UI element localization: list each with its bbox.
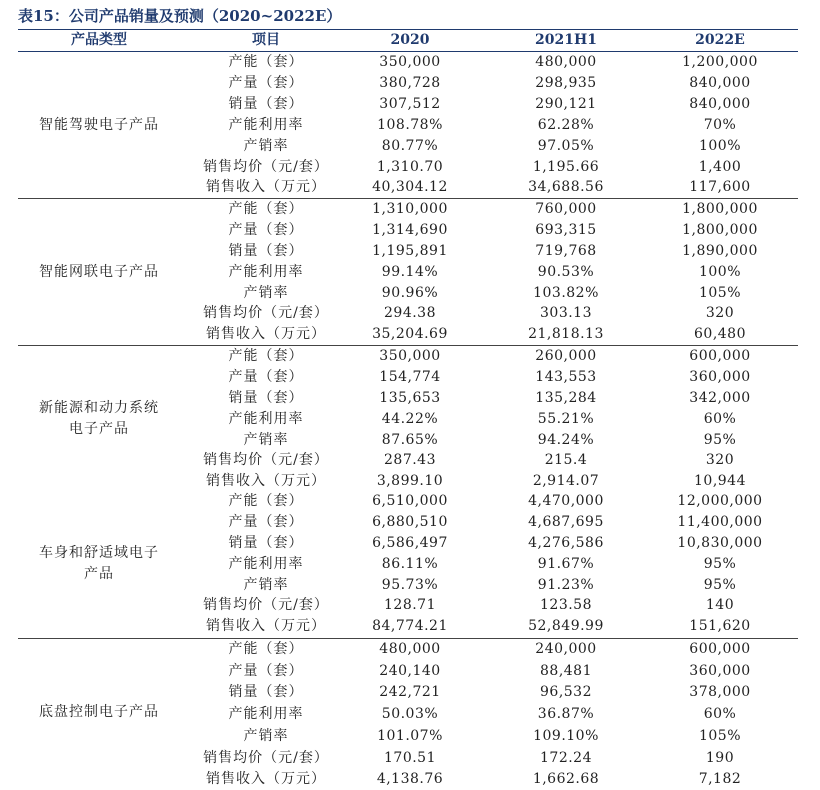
value-2020-cell: 99.14% <box>381 264 439 280</box>
value-2022e-cell: 320 <box>705 452 735 468</box>
value-2020-cell: 90.96% <box>381 285 439 301</box>
item-cell: 产销率 <box>243 285 289 301</box>
item-cell: 产能利用率 <box>228 706 304 722</box>
value-2020-cell: 1,314,690 <box>372 222 448 238</box>
value-2020-cell: 108.78% <box>377 117 443 133</box>
table-row <box>18 491 798 512</box>
value-2021h1-cell: 260,000 <box>535 348 597 364</box>
item-cell: 销售均价（元/套） <box>203 305 329 321</box>
table-row <box>18 157 798 178</box>
table-row <box>18 94 798 115</box>
table-row <box>18 136 798 157</box>
table-row <box>18 346 798 367</box>
value-2020-cell: 480,000 <box>379 641 441 657</box>
item-cell: 产销率 <box>243 577 289 593</box>
value-2020-cell: 4,138.76 <box>376 771 444 787</box>
group-intelligent-driving <box>18 52 798 198</box>
group-new-energy-powertrain <box>18 345 798 492</box>
value-2022e-cell: 60% <box>703 706 737 722</box>
value-2020-cell: 240,140 <box>379 663 441 679</box>
header-category: 产品类型 <box>71 32 127 48</box>
value-2022e-cell: 1,800,000 <box>682 201 758 217</box>
header-2020: 2020 <box>390 32 430 48</box>
value-2020-cell: 6,880,510 <box>372 514 448 530</box>
value-2022e-cell: 342,000 <box>689 390 751 406</box>
item-cell: 销量（套） <box>228 96 304 112</box>
item-cell: 产量（套） <box>228 369 304 385</box>
value-2020-cell: 40,304.12 <box>372 179 448 195</box>
value-2021h1-cell: 21,818.13 <box>528 326 604 342</box>
value-2022e-cell: 360,000 <box>689 663 751 679</box>
table-row <box>18 748 798 769</box>
value-2020-cell: 87.65% <box>381 432 439 448</box>
item-cell: 产能利用率 <box>228 556 304 572</box>
item-cell: 产销率 <box>243 728 289 744</box>
table-row <box>18 177 798 198</box>
value-2021h1-cell: 290,121 <box>535 96 597 112</box>
item-cell: 产量（套） <box>228 663 304 679</box>
group-intelligent-connectivity <box>18 198 798 345</box>
value-2020-cell: 1,310,000 <box>372 201 448 217</box>
value-2021h1-cell: 96,532 <box>540 684 592 700</box>
table-row <box>18 704 798 725</box>
value-2020-cell: 287.43 <box>384 452 436 468</box>
value-2021h1-cell: 143,553 <box>535 369 597 385</box>
category-text: 智能网联电子产品 <box>39 263 159 280</box>
table-row <box>18 430 798 451</box>
value-2021h1-cell: 97.05% <box>537 138 595 154</box>
table-row <box>18 73 798 94</box>
value-2022e-cell: 117,600 <box>689 179 751 195</box>
value-2020-cell: 242,721 <box>379 684 441 700</box>
table-row <box>18 115 798 136</box>
value-2022e-cell: 12,000,000 <box>677 493 763 509</box>
value-2022e-cell: 95% <box>703 577 737 593</box>
value-2020-cell: 80.77% <box>381 138 439 154</box>
item-cell: 销售收入（万元） <box>206 771 326 787</box>
value-2021h1-cell: 298,935 <box>535 75 597 91</box>
value-2022e-cell: 7,182 <box>698 771 742 787</box>
table-title: 表15：公司产品销量及预测（2020~2022E） <box>18 7 342 25</box>
value-2022e-cell: 600,000 <box>689 641 751 657</box>
value-2020-cell: 6,586,497 <box>372 535 448 551</box>
table-row <box>18 682 798 703</box>
value-2022e-cell: 1,890,000 <box>682 243 758 259</box>
value-2020-cell: 101.07% <box>377 728 443 744</box>
item-cell: 销售收入（万元） <box>206 326 326 342</box>
value-2022e-cell: 140 <box>705 597 735 613</box>
value-2020-cell: 1,310.70 <box>376 159 444 175</box>
item-cell: 销售均价（元/套） <box>203 750 329 766</box>
value-2021h1-cell: 303.13 <box>540 305 592 321</box>
table-row <box>18 52 798 73</box>
value-2020-cell: 86.11% <box>381 556 439 572</box>
value-2020-cell: 6,510,000 <box>372 493 448 509</box>
value-2021h1-cell: 62.28% <box>537 117 595 133</box>
item-cell: 销售均价（元/套） <box>203 159 329 175</box>
value-2022e-cell: 1,800,000 <box>682 222 758 238</box>
value-2021h1-cell: 36.87% <box>537 706 595 722</box>
value-2021h1-cell: 135,284 <box>535 390 597 406</box>
item-cell: 产量（套） <box>228 222 304 238</box>
item-cell: 产能利用率 <box>228 264 304 280</box>
table-row <box>18 409 798 430</box>
value-2022e-cell: 70% <box>703 117 737 133</box>
table-row <box>18 450 798 471</box>
table-row <box>18 388 798 409</box>
value-2022e-cell: 600,000 <box>689 348 751 364</box>
item-cell: 产销率 <box>243 138 289 154</box>
value-2022e-cell: 151,620 <box>689 618 751 634</box>
item-cell: 销量（套） <box>228 684 304 700</box>
value-2020-cell: 1,195,891 <box>372 243 448 259</box>
value-2022e-cell: 60,480 <box>694 326 746 342</box>
value-2021h1-cell: 88,481 <box>540 663 592 679</box>
value-2021h1-cell: 55.21% <box>537 411 595 427</box>
category-text: 新能源和动力系统 <box>39 400 159 416</box>
table-row <box>18 241 798 262</box>
value-2022e-cell: 10,830,000 <box>677 535 763 551</box>
item-cell: 产能（套） <box>228 201 304 217</box>
item-cell: 产能利用率 <box>228 117 304 133</box>
value-2021h1-cell: 90.53% <box>537 264 595 280</box>
item-cell: 销售均价（元/套） <box>203 597 329 613</box>
item-cell: 产能（套） <box>228 54 304 70</box>
value-2020-cell: 3,899.10 <box>376 473 444 489</box>
value-2020-cell: 128.71 <box>384 597 436 613</box>
table-header <box>18 30 798 51</box>
value-2021h1-cell: 94.24% <box>537 432 595 448</box>
table-row <box>18 471 798 492</box>
value-2020-cell: 84,774.21 <box>372 618 448 634</box>
header-item: 项目 <box>252 32 280 48</box>
item-cell: 销售收入（万元） <box>206 179 326 195</box>
value-2022e-cell: 11,400,000 <box>677 514 763 530</box>
value-2021h1-cell: 480,000 <box>535 54 597 70</box>
table-row <box>18 639 798 660</box>
item-cell: 销售均价（元/套） <box>203 452 329 468</box>
value-2020-cell: 307,512 <box>379 96 441 112</box>
item-cell: 产销率 <box>243 432 289 448</box>
value-2022e-cell: 105% <box>698 285 742 301</box>
value-2021h1-cell: 91.67% <box>537 556 595 572</box>
value-2022e-cell: 100% <box>698 264 742 280</box>
item-cell: 产能（套） <box>228 348 304 364</box>
value-2020-cell: 35,204.69 <box>372 326 448 342</box>
value-2021h1-cell: 760,000 <box>535 201 597 217</box>
value-2021h1-cell: 52,849.99 <box>528 618 604 634</box>
value-2021h1-cell: 4,276,586 <box>528 535 604 551</box>
value-2021h1-cell: 172.24 <box>540 750 592 766</box>
value-2022e-cell: 360,000 <box>689 369 751 385</box>
value-2021h1-cell: 240,000 <box>535 641 597 657</box>
value-2020-cell: 44.22% <box>381 411 439 427</box>
value-2022e-cell: 378,000 <box>689 684 751 700</box>
table-row <box>18 661 798 682</box>
item-cell: 销量（套） <box>228 535 304 551</box>
value-2021h1-cell: 215.4 <box>544 452 588 468</box>
table-row <box>18 220 798 241</box>
table-row <box>18 769 798 790</box>
category-text: 智能驾驶电子产品 <box>39 116 159 133</box>
group-body-comfort <box>18 491 798 637</box>
value-2020-cell: 350,000 <box>379 54 441 70</box>
value-2022e-cell: 95% <box>703 432 737 448</box>
item-cell: 产能（套） <box>228 493 304 509</box>
item-cell: 产能利用率 <box>228 411 304 427</box>
value-2021h1-cell: 1,195.66 <box>532 159 600 175</box>
table-row <box>18 726 798 747</box>
table-row <box>18 199 798 220</box>
value-2020-cell: 135,653 <box>379 390 441 406</box>
value-2021h1-cell: 719,768 <box>535 243 597 259</box>
category-text: 产品 <box>84 566 114 582</box>
table-row <box>18 303 798 324</box>
value-2020-cell: 170.51 <box>384 750 436 766</box>
value-2021h1-cell: 1,662.68 <box>532 771 600 787</box>
value-2020-cell: 50.03% <box>381 706 439 722</box>
item-cell: 产量（套） <box>228 514 304 530</box>
value-2022e-cell: 840,000 <box>689 96 751 112</box>
table-row <box>18 616 798 637</box>
value-2022e-cell: 100% <box>698 138 742 154</box>
value-2020-cell: 154,774 <box>379 369 441 385</box>
value-2020-cell: 95.73% <box>381 577 439 593</box>
table-row <box>18 512 798 533</box>
value-2020-cell: 350,000 <box>379 348 441 364</box>
value-2021h1-cell: 91.23% <box>537 577 595 593</box>
value-2022e-cell: 1,200,000 <box>682 54 758 70</box>
value-2022e-cell: 190 <box>705 750 735 766</box>
table-row <box>18 554 798 575</box>
table-row <box>18 367 798 388</box>
table-row <box>18 324 798 345</box>
item-cell: 产能（套） <box>228 641 304 657</box>
value-2022e-cell: 60% <box>703 411 737 427</box>
table-row <box>18 575 798 596</box>
value-2021h1-cell: 34,688.56 <box>528 179 604 195</box>
value-2021h1-cell: 4,687,695 <box>528 514 604 530</box>
value-2020-cell: 294.38 <box>384 305 436 321</box>
item-cell: 销量（套） <box>228 390 304 406</box>
item-cell: 产量（套） <box>228 75 304 91</box>
value-2022e-cell: 95% <box>703 556 737 572</box>
header-2022e: 2022E <box>695 32 745 48</box>
header-2021h1: 2021H1 <box>535 32 597 48</box>
value-2021h1-cell: 693,315 <box>535 222 597 238</box>
category-text: 车身和舒适域电子 <box>39 545 159 561</box>
table-row <box>18 283 798 304</box>
table-row <box>18 533 798 554</box>
value-2021h1-cell: 103.82% <box>533 285 599 301</box>
value-2022e-cell: 1,400 <box>698 159 742 175</box>
group-chassis-control <box>18 638 798 785</box>
item-cell: 销售收入（万元） <box>206 473 326 489</box>
value-2021h1-cell: 4,470,000 <box>528 493 604 509</box>
value-2021h1-cell: 123.58 <box>540 597 592 613</box>
category-text: 电子产品 <box>69 421 129 437</box>
value-2022e-cell: 840,000 <box>689 75 751 91</box>
value-2020-cell: 380,728 <box>379 75 441 91</box>
item-cell: 销售收入（万元） <box>206 618 326 634</box>
value-2022e-cell: 10,944 <box>694 473 746 489</box>
value-2022e-cell: 320 <box>705 305 735 321</box>
table-row <box>18 262 798 283</box>
item-cell: 销量（套） <box>228 243 304 259</box>
value-2021h1-cell: 109.10% <box>533 728 599 744</box>
value-2022e-cell: 105% <box>698 728 742 744</box>
value-2021h1-cell: 2,914.07 <box>532 473 600 489</box>
category-text: 底盘控制电子产品 <box>39 703 159 720</box>
table-row <box>18 595 798 616</box>
